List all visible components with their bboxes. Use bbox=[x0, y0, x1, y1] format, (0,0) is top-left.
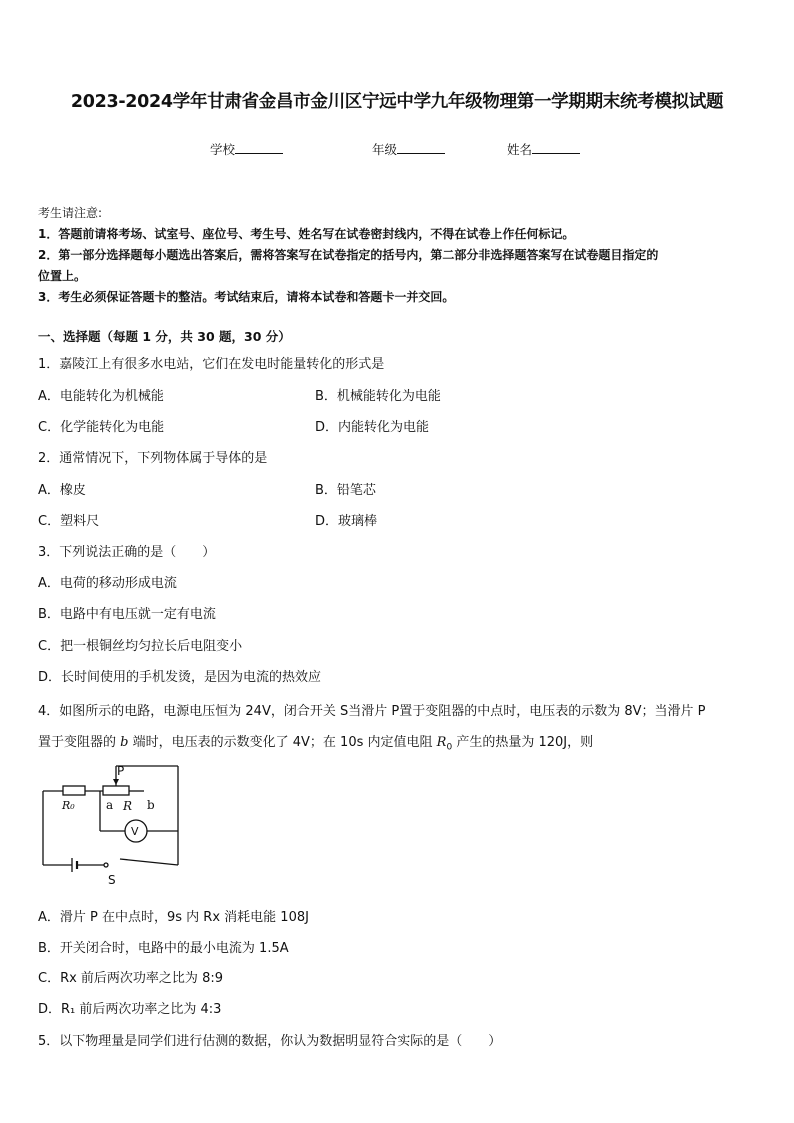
variable-b: b bbox=[120, 735, 129, 750]
label-a: a bbox=[106, 798, 114, 812]
question-1-option-a: A．电能转化为机械能 bbox=[38, 389, 164, 404]
question-3-option-b: B．电路中有电压就一定有电流 bbox=[38, 607, 216, 622]
question-4-option-a: A．滑片 P 在中点时，9s 内 Rx 消耗电能 108J bbox=[38, 910, 309, 925]
notice-heading: 考生请注意: bbox=[38, 206, 103, 220]
question-3-option-d: D．长时间使用的手机发烫，是因为电流的热效应 bbox=[38, 670, 322, 685]
question-4-stem-line-1: 4．如图所示的电路，电源电压恒为 24V，闭合开关 S当滑片 P置于变阻器的中点时，电压表的示数为 8V；当滑片 P bbox=[38, 704, 706, 719]
question-5-stem: 5．以下物理量是同学们进行估测的数据，你认为数据明显符合实际的是（ ） bbox=[38, 1034, 502, 1049]
question-1-stem: 1．嘉陵江上有很多水电站，它们在发电时能量转化的形式是 bbox=[38, 357, 385, 372]
question-3-stem: 3．下列说法正确的是（ ） bbox=[38, 545, 216, 560]
label-r: R bbox=[123, 799, 133, 813]
page-title: 2023-2024学年甘肃省金昌市金川区宁远中学九年级物理第一学期期末统考模拟试题 bbox=[70, 92, 724, 112]
label-r0: R₀ bbox=[62, 799, 75, 812]
exam-notice bbox=[38, 203, 762, 308]
slider-arrow-icon bbox=[113, 779, 119, 785]
name-field bbox=[507, 140, 580, 158]
grade-blank bbox=[397, 141, 445, 154]
circuit-diagram bbox=[36, 764, 186, 886]
notice-item: 1．答题前请将考场、试室号、座位号、考生号、姓名写在试卷密封线内，不得在试卷上作任何标记。 bbox=[38, 227, 575, 241]
notice-item: 位置上。 bbox=[38, 269, 87, 283]
switch-contact bbox=[104, 863, 108, 867]
question-4-option-d: D．R₁ 前后两次功率之比为 4:3 bbox=[38, 1002, 222, 1017]
question-2-stem: 2．通常情况下，下列物体属于导体的是 bbox=[38, 451, 268, 466]
variable-subscript: 0 bbox=[446, 742, 453, 753]
question-2-option-b: B．铅笔芯 bbox=[315, 483, 376, 498]
label-p: P bbox=[117, 764, 125, 778]
question-1-option-c: C．化学能转化为电能 bbox=[38, 420, 165, 435]
question-1-option-d: D．内能转化为电能 bbox=[315, 420, 430, 435]
question-4-stem bbox=[38, 696, 758, 764]
school-field bbox=[210, 140, 283, 158]
name-blank bbox=[532, 141, 580, 154]
question-2-option-d: D．玻璃棒 bbox=[315, 514, 378, 529]
grade-label: 年级 bbox=[372, 142, 398, 157]
stem-text: 产生的热量为 120J，则 bbox=[456, 735, 594, 750]
section-heading: 一、选择题（每题 1 分，共 30 题，30 分） bbox=[38, 329, 291, 344]
question-4-stem-line-2 bbox=[38, 727, 758, 764]
notice-item: 2．第一部分选择题每小题选出答案后，需将答案写在试卷指定的括号内，第二部分非选择题答案写在试卷题目指定的 bbox=[38, 248, 659, 262]
question-2-option-a: A．橡皮 bbox=[38, 483, 86, 498]
variable-r: R bbox=[436, 735, 447, 750]
question-4-option-c: C．Rx 前后两次功率之比为 8:9 bbox=[38, 971, 223, 986]
student-info-fields bbox=[0, 140, 794, 160]
question-2-option-c: C．塑料尺 bbox=[38, 514, 100, 529]
question-1-option-b: B．机械能转化为电能 bbox=[315, 389, 441, 404]
school-label: 学校 bbox=[210, 142, 236, 157]
question-3-option-c: C．把一根铜丝均匀拉长后电阻变小 bbox=[38, 639, 243, 654]
label-b: b bbox=[147, 798, 155, 812]
label-s: S bbox=[108, 873, 116, 886]
r0-resistor bbox=[63, 786, 85, 795]
grade-field bbox=[372, 140, 445, 158]
name-label: 姓名 bbox=[507, 142, 533, 157]
label-v: V bbox=[131, 825, 139, 838]
stem-text: 端时，电压表的示数变化了 4V；在 10s 内定值电阻 bbox=[132, 735, 433, 750]
rheostat bbox=[103, 786, 129, 795]
question-3-option-a: A．电荷的移动形成电流 bbox=[38, 576, 177, 591]
stem-text: 置于变阻器的 bbox=[38, 735, 117, 750]
question-4-option-b: B．开关闭合时，电路中的最小电流为 1.5A bbox=[38, 941, 289, 956]
school-blank bbox=[235, 141, 283, 154]
notice-item: 3．考生必须保证答题卡的整洁。考试结束后，请将本试卷和答题卡一并交回。 bbox=[38, 290, 455, 304]
